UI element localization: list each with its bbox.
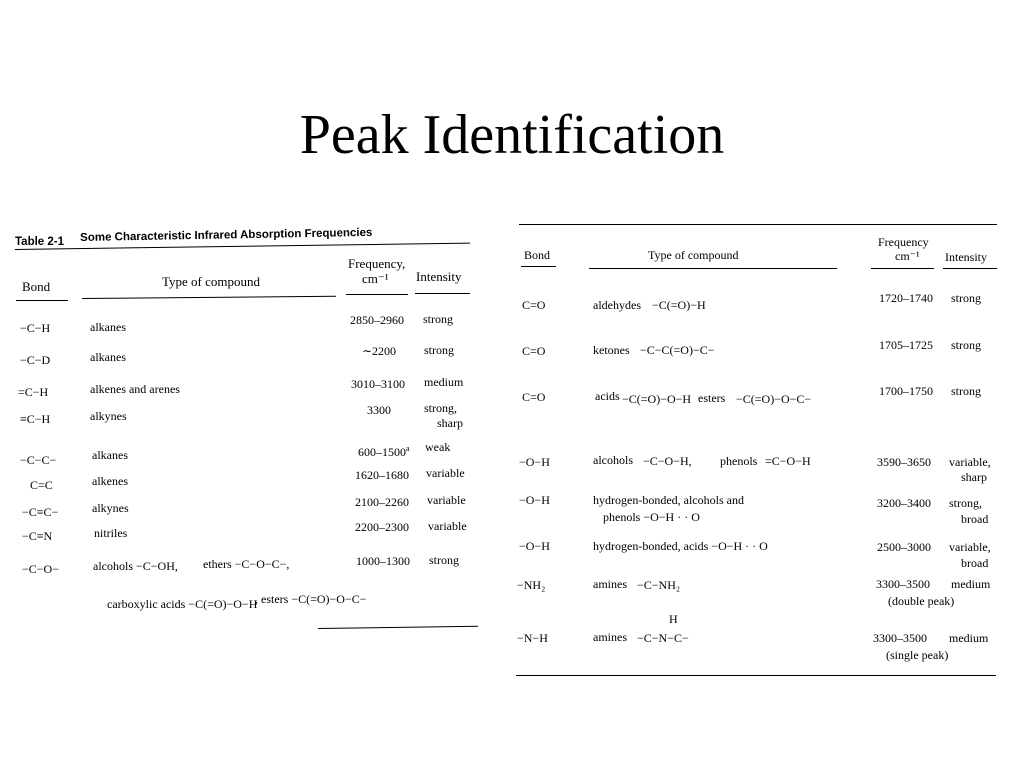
left-header-rule-bond [16, 300, 68, 301]
bond-structure: −O−H [519, 455, 550, 469]
frequency-value: 1620–1680 [355, 468, 409, 482]
left-header-frequency: Frequency, [348, 256, 406, 271]
compound-type-acids: carboxylic acids −C(=O)−O−H [107, 597, 258, 611]
frequency-value: 1700–1750 [879, 384, 933, 398]
compound-type: acids [595, 389, 620, 403]
frequency-value: 3300–3500 [873, 631, 927, 645]
right-table-top-rule [519, 224, 997, 225]
frequency-value: 2200–2300 [355, 520, 409, 534]
bond-structure: C=O [522, 390, 546, 404]
frequency-note: (double peak) [888, 594, 955, 608]
compound-type: amines [593, 630, 627, 644]
intensity-value: variable [427, 493, 466, 507]
compound-structure: −C−NH₂ [637, 578, 681, 592]
frequency-value: 2850–2960 [350, 313, 404, 327]
bond-structure: C=O [522, 298, 546, 312]
left-header-intensity: Intensity [416, 269, 462, 284]
compound-type: alkanes [90, 350, 126, 364]
compound-structure: −C(=O)−H [652, 298, 706, 312]
intensity-value: variable, [949, 455, 991, 469]
frequency-value: 3010–3100 [351, 377, 405, 391]
left-table-caption-number: Table 2-1 [15, 236, 64, 248]
compound-type: ketones [593, 343, 630, 357]
intensity-value: medium [424, 375, 464, 389]
intensity-value: medium [949, 631, 989, 645]
compound-type: aldehydes [593, 298, 641, 312]
frequency-value: ∼2200 [362, 344, 397, 358]
right-header-rule-freq [871, 268, 934, 269]
compound-type-esters: , esters −C(=O)−O−C− [255, 592, 367, 606]
right-header-rule-type [589, 268, 837, 269]
bond-structure: −C≡C− [22, 505, 59, 519]
frequency-value: 3200–3400 [877, 496, 931, 510]
left-table-bottom-rule [318, 626, 478, 629]
compound-type: alcohols [593, 453, 633, 467]
bond-structure: =C−H [18, 385, 49, 399]
compound-type: alkanes [90, 320, 126, 334]
intensity-value-line2: broad [961, 556, 989, 570]
right-header-rule-bond [521, 266, 556, 267]
frequency-value: 3300–3500 [876, 577, 930, 591]
intensity-value: variable, [949, 540, 991, 554]
frequency-value: 2100–2260 [355, 495, 409, 509]
compound-type-phenols: phenols [720, 454, 758, 468]
intensity-value: strong [423, 312, 453, 326]
right-header-bond: Bond [524, 248, 551, 262]
left-header-rule-freq [346, 294, 408, 295]
intensity-value: variable [426, 466, 465, 480]
left-table-caption-text: Some Characteristic Infrared Absorption Frequencies [80, 226, 373, 244]
right-header-rule-intensity [943, 268, 997, 269]
compound-structure: −C−C(=O)−C− [640, 343, 715, 357]
bond-structure: −NH₂ [517, 578, 546, 592]
bond-structure: C=O [522, 344, 546, 358]
right-header-frequency-unit: cm⁻¹ [895, 249, 920, 263]
bond-structure: −O−H [519, 493, 550, 507]
compound-structure-esters: −C(=O)−O−C− [736, 392, 812, 406]
compound-type: alkenes [92, 474, 128, 488]
compound-type: alkynes [92, 501, 129, 515]
compound-structure-phenols: =C−O−H [765, 454, 811, 468]
bond-structure: −N−H [517, 631, 548, 645]
slide-title: Peak Identification [299, 104, 725, 166]
bond-structure: −C−C− [20, 453, 57, 467]
frequency-value: 3300 [367, 403, 391, 417]
intensity-value: strong [951, 291, 981, 305]
intensity-value: weak [425, 440, 451, 454]
left-header-bond: Bond [22, 279, 51, 294]
frequency-value: 600–1500$^a$ [358, 444, 410, 459]
compound-structure: −C(=O)−O−H [622, 392, 692, 406]
right-header-frequency: Frequency [878, 235, 929, 249]
intensity-value: strong [951, 338, 981, 352]
compound-type: hydrogen-bonded, acids −O−H · · O [593, 539, 768, 553]
intensity-value-line2: sharp [437, 416, 463, 430]
frequency-value: 1720–1740 [879, 291, 933, 305]
compound-type-ethers: ethers −C−O−C−, [203, 557, 290, 571]
bond-structure: −C−O− [22, 562, 59, 576]
bond-structure: −C−H [20, 321, 51, 335]
bond-structure: −O−H [519, 539, 550, 553]
intensity-value: strong [424, 343, 454, 357]
compound-type-line2: phenols −O−H · · O [603, 510, 700, 524]
left-header-frequency-unit: cm⁻¹ [362, 271, 389, 286]
intensity-value: strong [429, 553, 459, 567]
bond-structure: C=C [30, 478, 53, 492]
intensity-value: variable [428, 519, 467, 533]
frequency-value: 2500–3000 [877, 540, 931, 554]
bond-structure: ≡C−H [20, 412, 51, 426]
compound-type: amines [593, 577, 627, 591]
compound-structure: −C−O−H, [643, 454, 692, 468]
compound-structure: −C−N−C− [637, 631, 689, 645]
compound-type: nitriles [94, 526, 128, 540]
intensity-value: strong, [424, 401, 457, 415]
right-header-type: Type of compound [648, 248, 739, 262]
bond-structure: −C≡N [22, 529, 53, 543]
left-header-type: Type of compound [162, 274, 261, 289]
left-header-rule-type [82, 296, 336, 299]
compound-type-esters: esters [698, 391, 726, 405]
compound-structure-h: H [669, 612, 678, 626]
right-header-intensity: Intensity [945, 250, 987, 264]
frequency-note: (single peak) [886, 648, 949, 662]
intensity-value: medium [951, 577, 991, 591]
intensity-value-line2: sharp [961, 470, 987, 484]
frequency-value: 3590–3650 [877, 455, 931, 469]
left-header-rule-intensity [415, 293, 470, 294]
compound-type: alkynes [90, 409, 127, 423]
intensity-value: strong [951, 384, 981, 398]
compound-type: alkenes and arenes [90, 382, 180, 396]
compound-type: alkanes [92, 448, 128, 462]
frequency-value: 1000–1300 [356, 554, 410, 568]
compound-type: alcohols −C−OH, [93, 559, 178, 573]
intensity-value: strong, [949, 496, 982, 510]
right-table-bottom-rule [516, 675, 996, 676]
bond-structure: −C−D [20, 353, 51, 367]
frequency-value: 1705–1725 [879, 338, 933, 352]
compound-type: hydrogen-bonded, alcohols and [593, 493, 744, 507]
intensity-value-line2: broad [961, 512, 989, 526]
